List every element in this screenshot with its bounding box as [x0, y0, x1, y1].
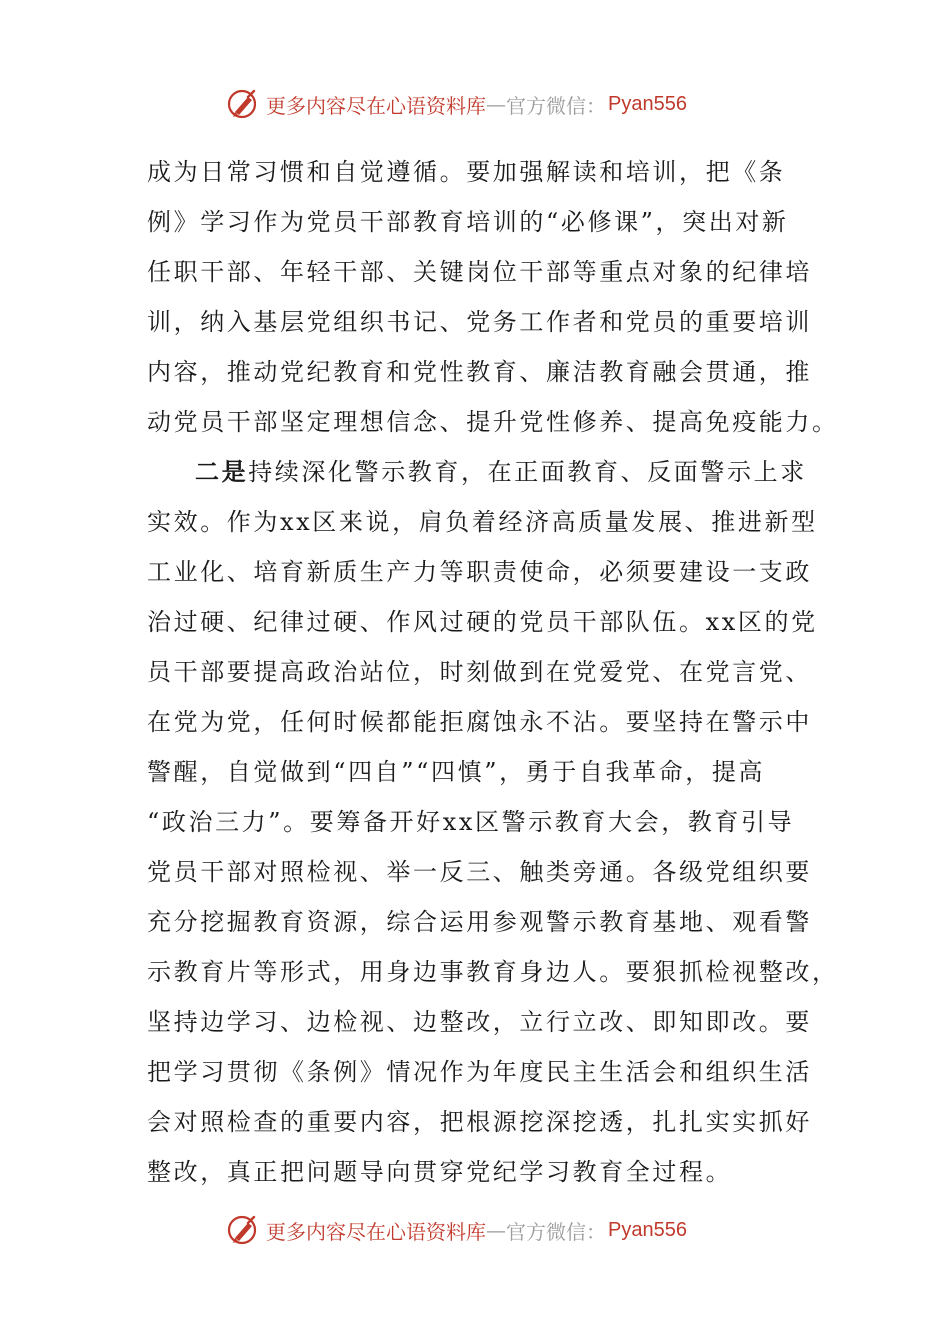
text-line: 训，纳入基层党组织书记、党务工作者和党员的重要培训 — [147, 308, 812, 336]
text-line: 任职干部、年轻干部、关键岗位干部等重点对象的纪律培 — [147, 258, 812, 286]
footer-banner — [226, 1210, 687, 1250]
banner-dash: — — [486, 1218, 506, 1242]
section-2-lead: 二是 — [195, 457, 249, 486]
text-line: 治过硬、纪律过硬、作风过硬的党员干部队伍。xx区的党 — [147, 608, 818, 636]
banner-wechat-id: Pyan556 — [608, 92, 687, 115]
header-banner — [226, 84, 687, 124]
banner-wechat-label: 官方微信： — [506, 93, 606, 118]
text-line: 员干部要提高政治站位，时刻做到在党爱党、在党言党、 — [147, 658, 812, 686]
text-line: 整改，真正把问题导向贯穿党纪学习教育全过程。 — [147, 1158, 733, 1186]
text-line: 会对照检查的重要内容，把根源挖深挖透，扎扎实实抓好 — [147, 1108, 812, 1136]
banner-title: 更多内容尽在心语资料库 — [266, 1219, 486, 1244]
text-line: 内容，推动党纪教育和党性教育、廉洁教育融会贯通，推 — [147, 358, 812, 386]
document-body — [147, 147, 839, 1197]
text-line: 实效。作为xx区来说，肩负着经济高质量发展、推进新型 — [147, 508, 818, 536]
text-line: 成为日常习惯和自觉遵循。要加强解读和培训，把《条 — [147, 158, 786, 186]
text-line: 坚持边学习、边检视、边整改，立行立改、即知即改。要 — [147, 1008, 812, 1036]
text-line: 把学习贯彻《条例》情况作为年度民主生活会和组织生活 — [147, 1058, 812, 1086]
text-line: 示教育片等形式，用身边事教育身边人。要狠抓检视整改， — [147, 958, 839, 986]
banner-title: 更多内容尽在心语资料库 — [266, 93, 486, 118]
banner-wechat-id: Pyan556 — [608, 1218, 687, 1241]
text-line: 动党员干部坚定理想信念、提升党性修养、提高免疫能力。 — [147, 408, 839, 436]
text-line: 例》学习作为党员干部教育培训的“必修课”，突出对新 — [147, 208, 789, 236]
text-line: 工业化、培育新质生产力等职责使命，必须要建设一支政 — [147, 558, 812, 586]
text-line: 充分挖掘教育资源，综合运用参观警示教育基地、观看警 — [147, 908, 812, 936]
text-line: 在党为党，任何时候都能拒腐蚀永不沾。要坚持在警示中 — [147, 708, 812, 736]
pen-logo-icon — [226, 1213, 260, 1247]
text-line: “政治三力”。要筹备开好xx区警示教育大会，教育引导 — [147, 808, 795, 836]
section-2-first-line — [147, 447, 807, 497]
banner-wechat-label: 官方微信： — [506, 1219, 606, 1244]
text-line: 警醒，自觉做到“四自”“四慎”，勇于自我革命，提高 — [147, 758, 766, 786]
section-2-first-text: 持续深化警示教育，在正面教育、反面警示上求 — [248, 458, 807, 486]
banner-dash: — — [486, 92, 506, 116]
pen-logo-icon — [226, 87, 260, 121]
text-line: 党员干部对照检视、举一反三、触类旁通。各级党组织要 — [147, 858, 812, 886]
